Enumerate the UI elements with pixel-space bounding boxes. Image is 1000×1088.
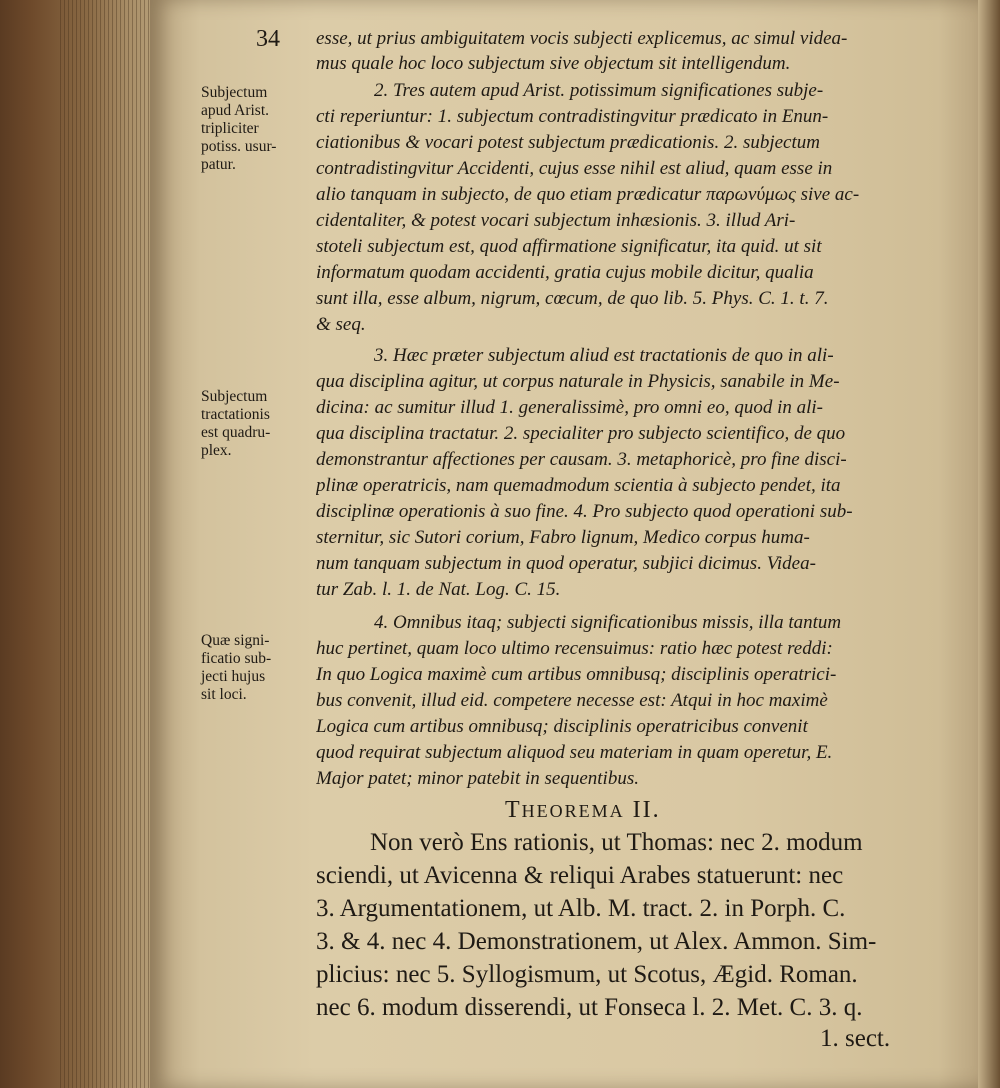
body-text-line: In quo Logica maximè cum artibus omnibusq; disciplinis operatrici-	[316, 664, 837, 685]
body-text-line: 3. Hæc præter subjectum aliud est tractationis de quo in ali-	[374, 345, 834, 366]
theorem-text-line: Non verò Ens rationis, ut Thomas: nec 2. modum	[370, 829, 863, 856]
margin-note-1	[201, 84, 276, 174]
body-text-line: stoteli subjectum est, quod affirmatione significatur, ita quid. ut sit	[316, 236, 822, 257]
body-text-line: contradistingvitur Accidenti, cujus esse nihil est aliud, quam esse in	[316, 158, 833, 179]
body-text-line: huc pertinet, quam loco ultimo recensuimus: ratio hæc potest reddi:	[316, 638, 833, 659]
theorem-text-line: 3. & 4. nec 4. Demonstrationem, ut Alex. Ammon. Sim-	[316, 928, 877, 955]
body-text-line: mus quale hoc loco subjectum sive objectum sit intelligendum.	[316, 53, 791, 74]
body-text-line: qua disciplina tractatur. 2. specialiter pro subjecto scientifico, de quo	[316, 423, 846, 444]
margin-note-3	[201, 632, 271, 704]
theorem-text-line: 1. sect.	[820, 1025, 891, 1052]
theorem-heading	[505, 797, 661, 824]
book-page-edges	[0, 0, 160, 1088]
page-right-edge	[978, 0, 1000, 1088]
body-text-line: disciplinæ operationis à suo fine. 4. Pro subjecto quod operationi sub-	[316, 501, 853, 522]
heading-number: II.	[632, 797, 661, 823]
body-text-line: esse, ut prius ambiguitatem vocis subjecti explicemus, ac simul videa-	[316, 28, 848, 49]
page-number: 34	[256, 26, 280, 52]
body-text-line: dicina: ac sumitur illud 1. generalissimè, pro omni eo, quod in ali-	[316, 397, 823, 418]
body-text-line: informatum quodam accidenti, gratia cujus mobile dicitur, qualia	[316, 262, 814, 283]
margin-note-line: est quadru-	[201, 424, 271, 441]
theorem-text-line: nec 6. modum disserendi, ut Fonseca l. 2. Met. C. 3. q.	[316, 994, 863, 1021]
margin-note-line: Quæ signi-	[201, 632, 270, 649]
body-text-line: quod requirat subjectum aliquod seu materiam in quam operetur, E.	[316, 742, 833, 763]
body-text-line: Logica cum artibus omnibusq; disciplinis operatricibus convenit	[316, 716, 808, 737]
body-text-line: & seq.	[316, 314, 366, 335]
body-text-line: cidentaliter, & potest vocari subjectum inhæsionis. 3. illud Ari-	[316, 210, 796, 231]
body-text-line: Major patet; minor patebit in sequentibus.	[316, 768, 639, 789]
body-text-line: cti reperiuntur: 1. subjectum contradistingvitur prædicato in Enun-	[316, 106, 829, 127]
margin-note-line: tripliciter	[201, 120, 259, 137]
body-text-line: 2. Tres autem apud Arist. potissimum significationes subje-	[374, 80, 824, 101]
margin-note-line: ficatio sub-	[201, 650, 272, 667]
heading-initial: T	[505, 797, 522, 823]
margin-note-line: sit loci.	[201, 686, 247, 703]
body-text-line: bus convenit, illud eid. competere necesse est: Atqui in hoc maximè	[316, 690, 828, 711]
body-text-line: ciationibus & vocari potest subjectum prædicationis. 2. subjectum	[316, 132, 820, 153]
body-text-line: num tanquam subjectum in quod operatur, subjici dicimus. Videa-	[316, 553, 816, 574]
body-text-line: sunt illa, esse album, nigrum, cœcum, de quo lib. 5. Phys. C. 1. t. 7.	[316, 288, 829, 309]
margin-note-line: jecti hujus	[201, 668, 266, 685]
body-text-line: tur Zab. l. 1. de Nat. Log. C. 15.	[316, 579, 561, 600]
heading-rest: HEOREMA	[521, 801, 625, 821]
theorem-text-line: 3. Argumentationem, ut Alb. M. tract. 2. in Porph. C.	[316, 895, 846, 922]
margin-note-line: potiss. usur-	[201, 138, 277, 155]
margin-note-line: apud Arist.	[201, 102, 270, 119]
body-text-line: qua disciplina agitur, ut corpus naturale in Physicis, sanabile in Me-	[316, 371, 840, 392]
theorem-text-line: sciendi, ut Avicenna & reliqui Arabes statuerunt: nec	[316, 862, 844, 889]
margin-note-line: plex.	[201, 442, 232, 459]
margin-note-line: Subjectum	[201, 84, 268, 101]
body-text-line: demonstrantur affectiones per causam. 3. metaphoricè, pro fine disci-	[316, 449, 847, 470]
margin-note-line: tractationis	[201, 406, 270, 423]
body-text-line: sternitur, sic Sutori corium, Fabro lignum, Medico corpus huma-	[316, 527, 810, 548]
body-text-line: alio tanquam in subjecto, de quo etiam prædicatur παρωνύμως sive ac-	[316, 184, 860, 205]
margin-note-line: patur.	[201, 156, 236, 173]
body-text-line: 4. Omnibus itaq; subjecti significationibus missis, illa tantum	[374, 612, 842, 633]
margin-note-line: Subjectum	[201, 388, 268, 405]
body-text-line: plinæ operatricis, nam quemadmodum scientia à subjecto pendet, ita	[316, 475, 841, 496]
theorem-text-line: plicius: nec 5. Syllogismum, ut Scotus, Ægid. Roman.	[316, 961, 858, 988]
margin-note-2	[201, 388, 270, 460]
